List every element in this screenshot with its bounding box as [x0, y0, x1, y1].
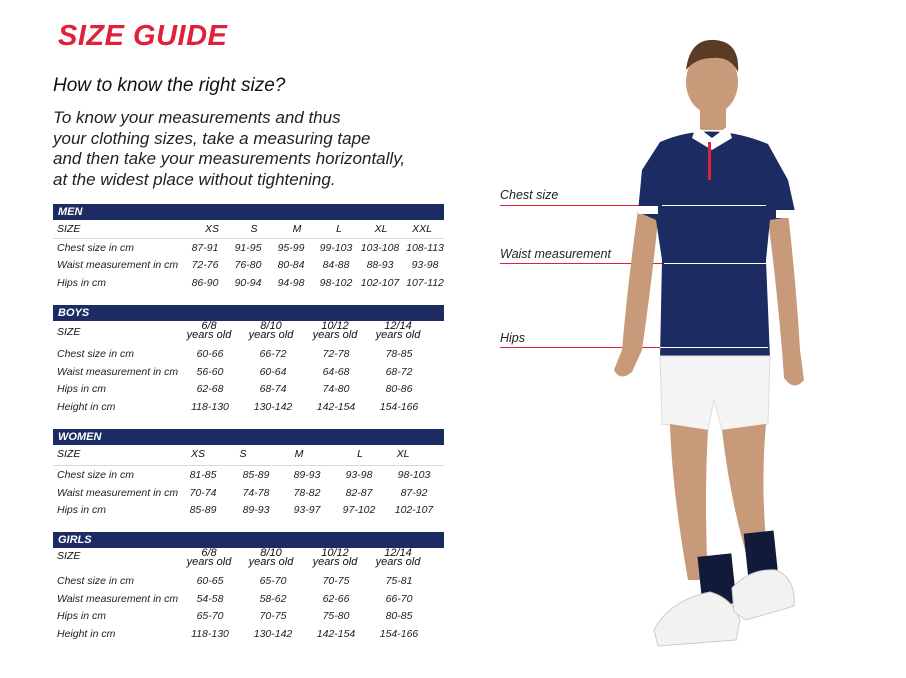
table-row	[53, 239, 444, 257]
intro-line: and then take your measurements horizontally,	[53, 149, 406, 168]
row-label: Hips in cm	[57, 504, 107, 516]
size-12-14	[376, 322, 421, 340]
table-cell: 81-85	[189, 469, 217, 481]
table-cell: 86-90	[191, 276, 219, 289]
row-label: Height in cm	[57, 400, 116, 413]
size-bottom: years old	[248, 329, 294, 341]
table-cell: 94-98	[277, 276, 305, 289]
size-label: SIZE	[57, 448, 81, 460]
table-row	[53, 380, 444, 398]
row-label: Chest size in cm	[57, 348, 135, 360]
women-table	[53, 429, 444, 519]
table-row	[53, 590, 444, 608]
right-sleeve-band	[776, 210, 796, 218]
neck	[700, 108, 726, 130]
table-cell: 130-142	[253, 627, 293, 640]
table-cell: 80-86	[385, 383, 413, 395]
table-cell: 75-81	[385, 575, 413, 587]
women-heading: WOMEN	[53, 429, 444, 445]
table-cell: 78-82	[293, 486, 321, 499]
table-cell: 62-66	[322, 592, 350, 605]
boys-heading: BOYS	[53, 305, 444, 321]
table-cell: 142-154	[316, 627, 356, 640]
table-row	[53, 398, 444, 416]
waist-arrow	[664, 263, 766, 264]
size-top: 6/8	[201, 547, 217, 559]
table-cell: 65-70	[196, 610, 224, 622]
row-label: Height in cm	[57, 627, 116, 640]
table-row	[53, 363, 444, 381]
size-8-10	[249, 549, 294, 567]
table-cell: 98-102	[319, 276, 353, 289]
placket-stripe	[708, 142, 711, 180]
table-row	[53, 484, 444, 502]
size-12-14	[376, 549, 421, 567]
table-cell: 82-87	[345, 486, 373, 499]
table-cell: 154-166	[379, 627, 419, 640]
table-cell: 95-99	[277, 241, 305, 254]
table-cell: 87-92	[400, 486, 428, 499]
size-bottom: years old	[375, 556, 421, 568]
table-cell: 68-72	[385, 365, 413, 378]
size-m: M	[294, 448, 304, 460]
table-row	[53, 274, 444, 292]
table-cell: 93-98	[345, 469, 373, 481]
table-cell: 84-88	[322, 259, 350, 271]
table-cell: 97-102	[342, 504, 376, 516]
table-cell: 70-75	[259, 610, 287, 622]
intro-line: your clothing sizes, take a measuring tape	[53, 128, 371, 148]
table-cell: 76-80	[234, 259, 262, 271]
right-arm	[768, 195, 804, 386]
size-top: 6/8	[201, 320, 217, 332]
right-shoe	[732, 570, 794, 620]
row-label: Hips in cm	[57, 383, 107, 395]
size-bottom: years old	[312, 556, 358, 568]
table-cell: 93-98	[411, 259, 439, 271]
waist-label: Waist measurement	[500, 247, 611, 261]
table-cell: 88-93	[366, 259, 394, 271]
girls-size-row	[53, 548, 444, 572]
row-label: Waist measurement in cm	[57, 592, 179, 605]
table-cell: 154-166	[379, 400, 419, 413]
table-cell: 70-75	[322, 575, 350, 587]
table-cell: 72-76	[191, 259, 219, 271]
table-cell: 66-70	[385, 592, 413, 605]
girls-heading: GIRLS	[53, 532, 444, 548]
table-cell: 87-91	[191, 241, 219, 254]
table-cell: 118-130	[191, 400, 229, 413]
left-sleeve-band	[638, 206, 658, 214]
size-top: 8/10	[260, 547, 282, 559]
size-top: 10/12	[321, 547, 349, 559]
size-label: SIZE	[57, 223, 81, 235]
size-top: 12/14	[384, 547, 412, 559]
intro-text	[53, 108, 473, 190]
row-label: Chest size in cm	[57, 241, 135, 254]
girls-table	[53, 532, 444, 642]
page-title: SIZE GUIDE	[58, 20, 228, 52]
men-size-row	[53, 220, 444, 239]
women-size-row	[53, 445, 444, 466]
size-label: SIZE	[57, 326, 81, 338]
table-cell: 60-65	[196, 575, 224, 587]
shorts	[660, 356, 770, 430]
table-cell: 93-97	[293, 504, 321, 516]
table-cell: 89-93	[242, 504, 270, 516]
table-cell: 103-108	[360, 241, 400, 254]
table-cell: 62-68	[196, 383, 224, 395]
row-label: Chest size in cm	[57, 575, 135, 587]
table-cell: 66-72	[259, 348, 287, 360]
chest-label: Chest size	[500, 188, 559, 202]
table-cell: 102-107	[360, 276, 400, 289]
table-cell: 78-85	[385, 348, 413, 360]
left-arm	[614, 195, 658, 377]
table-cell: 80-84	[277, 259, 305, 271]
size-xl: XL	[374, 223, 388, 235]
size-10-12	[313, 322, 358, 340]
table-row	[53, 572, 444, 590]
table-cell: 58-62	[259, 592, 287, 605]
table-cell: 91-95	[234, 241, 262, 254]
table-row	[53, 625, 444, 643]
size-top: 12/14	[384, 320, 412, 332]
boys-size-row	[53, 321, 444, 345]
table-row	[53, 466, 444, 484]
table-row	[53, 256, 444, 274]
size-s: S	[250, 223, 258, 235]
table-cell: 85-89	[242, 469, 270, 481]
size-6-8	[187, 322, 232, 340]
table-row	[53, 607, 444, 625]
page-subtitle: How to know the right size?	[53, 75, 286, 96]
size-bottom: years old	[248, 556, 294, 568]
boys-table	[53, 305, 444, 415]
table-cell: 74-80	[322, 383, 350, 395]
size-top: 8/10	[260, 320, 282, 332]
size-top: 10/12	[321, 320, 349, 332]
size-xs: XS	[190, 448, 206, 460]
table-cell: 90-94	[234, 276, 262, 289]
size-6-8	[187, 549, 232, 567]
size-xs: XS	[204, 223, 220, 235]
row-label: Waist measurement in cm	[57, 259, 179, 271]
size-bottom: years old	[312, 329, 358, 341]
intro-line: at the widest place without tightening.	[53, 169, 336, 189]
size-bottom: years old	[186, 556, 232, 568]
table-cell: 74-78	[242, 486, 270, 499]
table-cell: 75-80	[322, 610, 350, 622]
table-cell: 108-113	[406, 241, 444, 254]
table-cell: 64-68	[322, 365, 350, 378]
table-cell: 70-74	[189, 486, 217, 499]
size-xl: XL	[396, 448, 410, 460]
men-heading: MEN	[53, 204, 444, 220]
table-cell: 99-103	[319, 241, 353, 254]
table-cell: 89-93	[293, 469, 321, 481]
size-10-12	[313, 549, 358, 567]
table-row	[53, 345, 444, 363]
row-label: Chest size in cm	[57, 469, 135, 481]
size-bottom: years old	[375, 329, 421, 341]
left-shoe	[654, 592, 740, 646]
table-cell: 68-74	[259, 383, 287, 395]
table-cell: 80-85	[385, 610, 413, 622]
table-cell: 118-130	[191, 627, 229, 640]
size-8-10	[249, 322, 294, 340]
size-label: SIZE	[57, 550, 81, 562]
size-l: L	[357, 448, 363, 460]
table-cell: 56-60	[196, 365, 224, 378]
table-cell: 72-78	[322, 348, 350, 360]
intro-line: To know your measurements and thus	[53, 108, 341, 127]
table-cell: 102-107	[394, 504, 434, 516]
table-cell: 142-154	[316, 400, 356, 413]
size-xxl: XXL	[412, 223, 432, 235]
size-bottom: years old	[186, 329, 232, 341]
row-label: Waist measurement in cm	[57, 486, 179, 499]
row-label: Hips in cm	[57, 610, 107, 622]
table-cell: 98-103	[397, 469, 431, 481]
table-cell: 130-142	[253, 400, 293, 413]
men-table	[53, 204, 444, 291]
table-cell: 54-58	[196, 592, 224, 605]
table-cell: 85-89	[189, 504, 217, 516]
hips-arrow	[660, 347, 768, 348]
table-cell: 60-64	[259, 365, 287, 378]
size-s: S	[239, 448, 247, 460]
size-m: M	[292, 223, 302, 235]
row-label: Waist measurement in cm	[57, 365, 179, 378]
row-label: Hips in cm	[57, 276, 107, 289]
table-cell: 65-70	[259, 575, 287, 587]
size-l: L	[336, 223, 342, 235]
chest-arrow	[662, 205, 766, 206]
model-figure	[600, 20, 830, 660]
table-cell: 107-112	[406, 276, 444, 289]
table-cell: 60-66	[196, 348, 224, 360]
hips-label: Hips	[500, 331, 526, 345]
table-row	[53, 501, 444, 519]
